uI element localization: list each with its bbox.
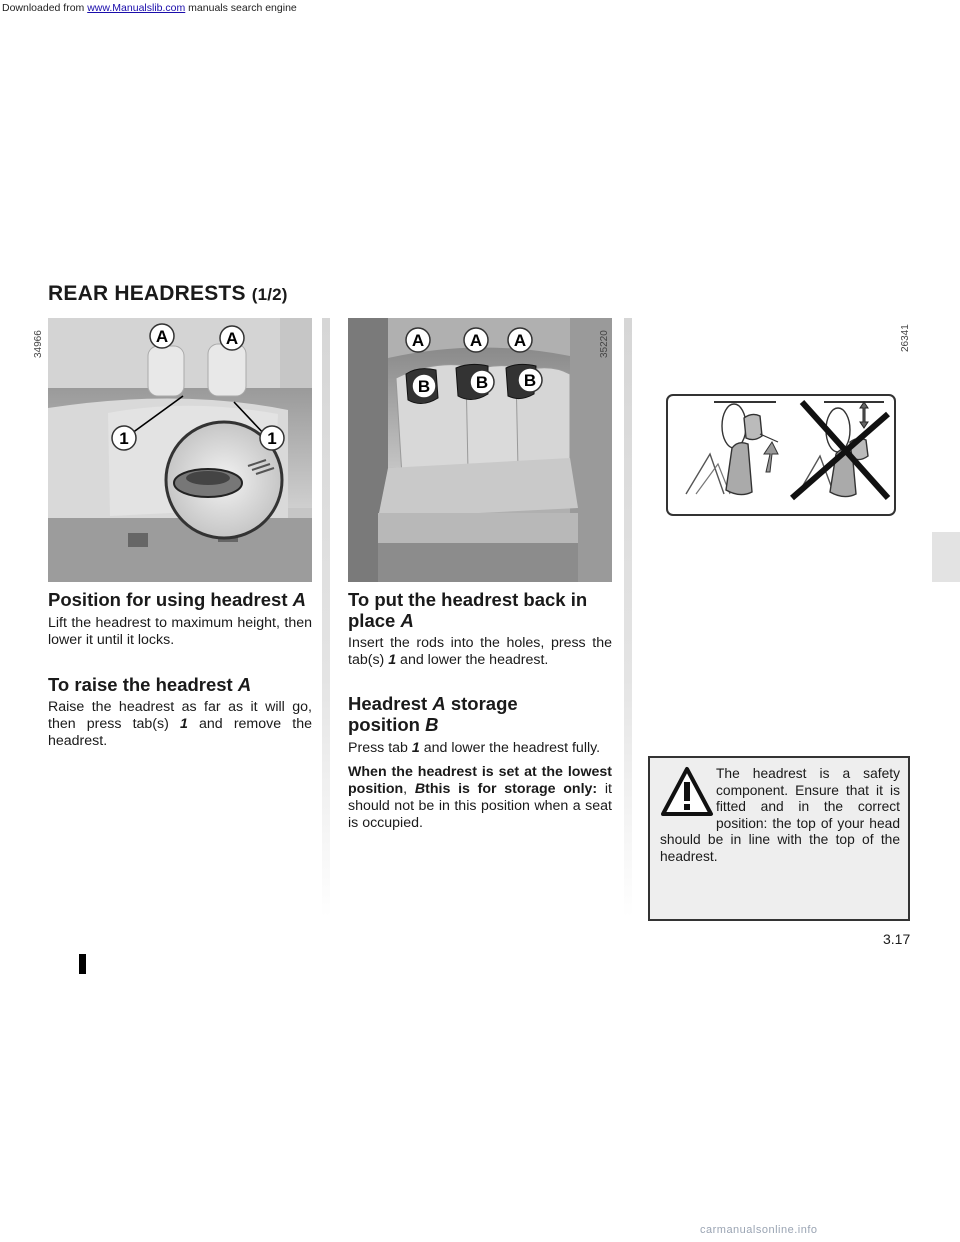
chapter-tab [932, 532, 960, 582]
rear-seat-photo [48, 318, 312, 582]
label-b [516, 366, 544, 399]
heading-storage-position: Headrest A storage position B [348, 693, 518, 735]
text-position-for-use: Lift the headrest to maximum height, then lower it until it locks. [48, 615, 312, 648]
headrest-position-diagram [666, 394, 896, 516]
text-put-headrest-back: Insert the rods into the holes, press the tab(s) 1 and lower the headrest. [348, 635, 612, 668]
photo-code: 26341 [900, 324, 911, 352]
text-raise-headrest: Raise the headrest as far as it will go, then press tab(s) 1 and remove the headrest. [48, 699, 312, 749]
page-title [48, 282, 288, 306]
svg-text:B: B [417, 377, 431, 396]
footer-watermark: carmanualsonline.info [700, 1224, 818, 1236]
label-b [410, 372, 438, 405]
label-a [218, 324, 246, 357]
text-storage-press-tab: Press tab 1 and lower the headrest fully. [348, 740, 601, 756]
svg-text:B: B [523, 371, 537, 390]
svg-text:1: 1 [119, 429, 129, 448]
page-title-main: REAR HEADRESTS [48, 282, 246, 305]
svg-text:A: A [225, 329, 239, 348]
label-1 [110, 424, 138, 457]
text-storage-warning: When the headrest is set at the lowest position, Bthis is for storage only: it should not be in this position when a seat is occupied. [348, 764, 613, 831]
label-a [462, 326, 490, 359]
heading-position-for-use: Position for using headrest A [48, 589, 307, 610]
column-separator [624, 318, 632, 918]
manualslib-link[interactable]: www.Manualslib.com [87, 2, 186, 14]
label-a [148, 322, 176, 355]
svg-text:B: B [475, 373, 489, 392]
photo-code: 35220 [599, 330, 610, 358]
page-number: 3.17 [883, 931, 911, 947]
heading-put-headrest-back: To put the headrest back in place A [348, 589, 588, 631]
third-row-seat-photo [348, 318, 612, 582]
download-banner: Downloaded from www.Manualslib.com manuals search engine [2, 2, 297, 14]
label-a [404, 326, 432, 359]
svg-text:A: A [469, 331, 483, 350]
column-separator [322, 318, 330, 918]
svg-text:A: A [513, 331, 527, 350]
margin-mark [79, 954, 86, 974]
label-a [506, 326, 534, 359]
photo-code: 34966 [33, 330, 44, 358]
heading-raise-headrest: To raise the headrest A [48, 674, 252, 695]
headrest-diagram-illustration [666, 394, 896, 516]
svg-text:A: A [411, 331, 425, 350]
safety-warning-box [648, 756, 910, 921]
page-title-suffix: (1/2) [251, 285, 288, 304]
svg-text:1: 1 [267, 429, 277, 448]
svg-text:A: A [155, 327, 169, 346]
warning-text: The headrest is a safety component. Ensure that it is fitted and in the correct position: the top of your head should be in line with the top of the headrest. [660, 766, 900, 864]
label-1 [258, 424, 286, 457]
label-b [468, 368, 496, 401]
